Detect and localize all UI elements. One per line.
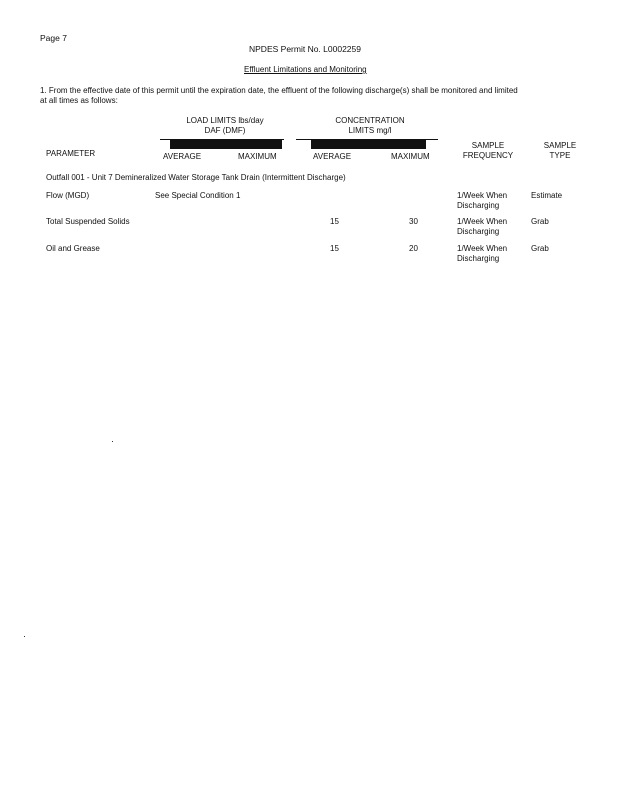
column-header-type-line-2: TYPE [549,151,571,160]
section-title: Effluent Limitations and Monitoring [244,65,367,74]
column-header-frequency-line-1: SAMPLE [471,141,505,150]
row-parameter: Total Suspended Solids [46,217,130,226]
load-limits-header: LOAD LIMITS lbs/day [186,116,264,125]
row-load-average: See Special Condition 1 [155,191,241,200]
load-limits-redaction-bar [170,139,282,149]
column-header-type-line-1: SAMPLE [543,141,577,150]
row-type: Grab [531,217,549,226]
intro-text-line-2: at all times as follows: [40,96,118,105]
scan-speck [112,441,113,442]
row-conc-average: 15 [330,244,339,253]
row-conc-maximum: 30 [409,217,418,226]
row-frequency-line-2: Discharging [457,227,500,236]
row-frequency-line-1: 1/Week When [457,217,508,226]
row-conc-maximum: 20 [409,244,418,253]
load-limits-subheader: DAF (DMF) [204,126,246,135]
row-type: Estimate [531,191,563,200]
permit-title: NPDES Permit No. L0002259 [249,44,361,54]
row-parameter: Flow (MGD) [46,191,90,200]
scan-speck [24,636,25,637]
column-header-conc-maximum: MAXIMUM [391,152,430,161]
concentration-limits-redaction-bar [311,139,426,149]
concentration-limits-header: CONCENTRATION [335,116,405,125]
row-frequency-line-1: 1/Week When [457,191,508,200]
row-frequency-line-2: Discharging [457,254,500,263]
row-conc-average: 15 [330,217,339,226]
row-frequency-line-2: Discharging [457,201,500,210]
row-type: Grab [531,244,549,253]
page-number: Page 7 [40,33,67,43]
column-header-load-average: AVERAGE [163,152,202,161]
column-header-parameter: PARAMETER [46,149,96,158]
outfall-title: Outfall 001 - Unit 7 Demineralized Water Storage Tank Drain (Intermittent Discharge) [46,173,346,182]
intro-text-line-1: 1. From the effective date of this permit until the expiration date, the effluent of the following discharge(s) shall be monitored and limited [40,86,518,95]
column-header-conc-average: AVERAGE [313,152,352,161]
column-header-load-maximum: MAXIMUM [238,152,277,161]
row-frequency-line-1: 1/Week When [457,244,508,253]
column-header-frequency-line-2: FREQUENCY [462,151,514,160]
concentration-limits-subheader: LIMITS mg/l [348,126,392,135]
row-parameter: Oil and Grease [46,244,100,253]
